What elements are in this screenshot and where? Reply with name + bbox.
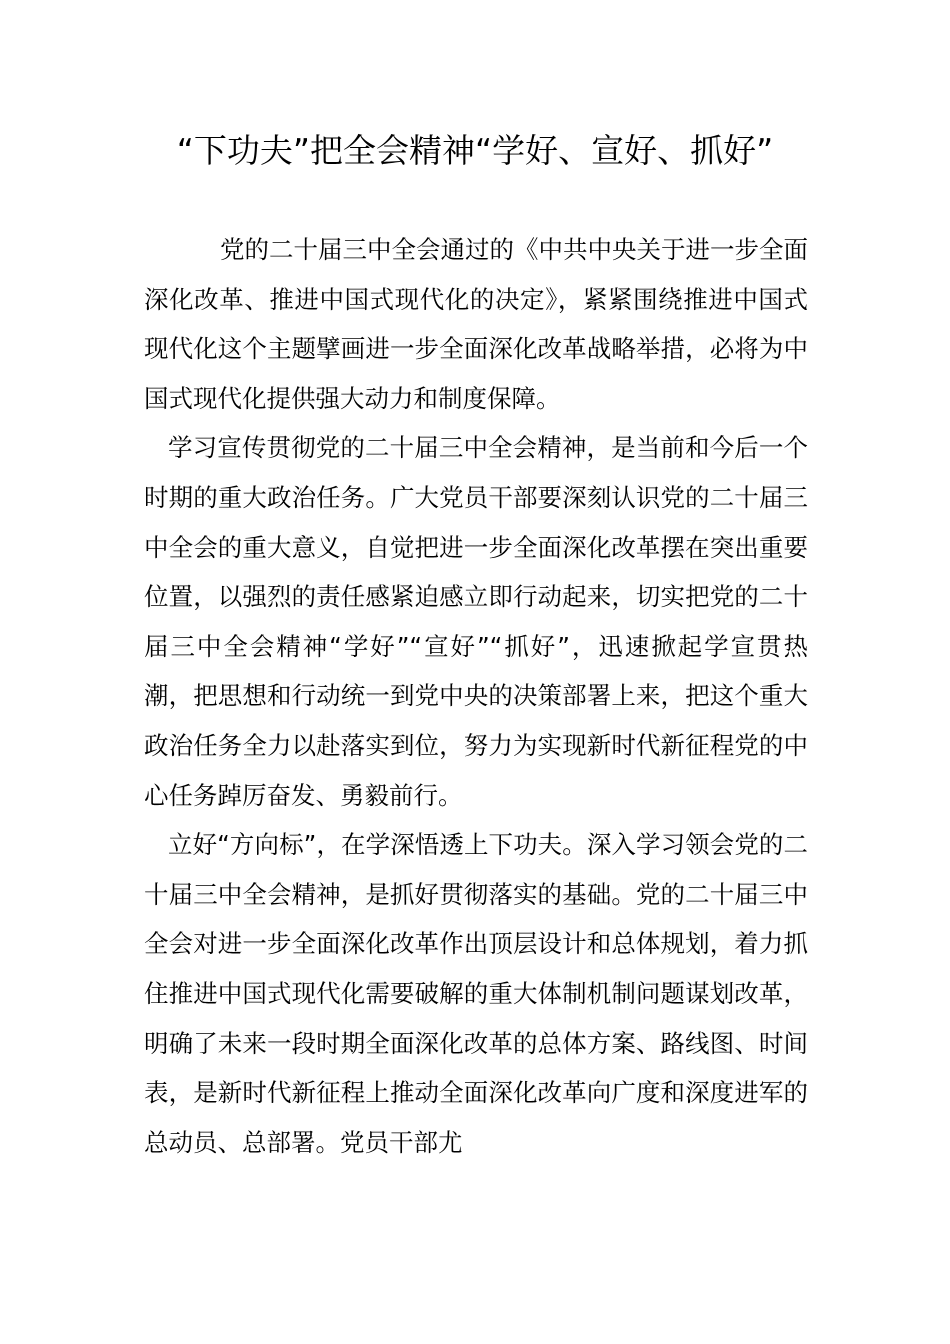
paragraph-3: 立好“方向标”，在学深悟透上下功夫。深入学习领会党的二十届三中全会精神，是抓好贯彻落实的基础。党的二十届三中全会对进一步全面深化改革作出顶层设计和总体规划，着力抓住推进中国式现代化需要破解的重大体制机制问题谋划改革，明确了未来一段时期全面深化改革的总体方案、路线图、时间表，是新时代新征程上推动全面深化改革向广度和深度进军的总动员、总部署。党员干部尤 — [144, 830, 808, 1157]
paragraph-2: 学习宣传贯彻党的二十届三中全会精神，是当前和今后一个时期的重大政治任务。广大党员干部要深刻认识党的二十届三中全会的重大意义，自觉把进一步全面深化改革摆在突出重要位置，以强烈的责任感紧迫感立即行动起来，切实把党的二十届三中全会精神“学好”“宣好”“抓好”，迅速掀起学宣贯热潮，把思想和行动统一到党中央的决策部署上来，把这个重大政治任务全力以赴落实到位，努力为实现新时代新征程党的中心任务踔厉奋发、勇毅前行。 — [144, 433, 808, 810]
document-title: “下功夫”把全会精神“学好、宣好、抓好” — [176, 131, 774, 170]
paragraph-1: 党的二十届三中全会通过的《中共中央关于进一步全面深化改革、推进中国式现代化的决定》，紧紧围绕推进中国式现代化这个主题擘画进一步全面深化改革战略举措，必将为中国式现代化提供强大动力和制度保障。 — [144, 235, 808, 413]
document-body — [144, 225, 808, 1167]
